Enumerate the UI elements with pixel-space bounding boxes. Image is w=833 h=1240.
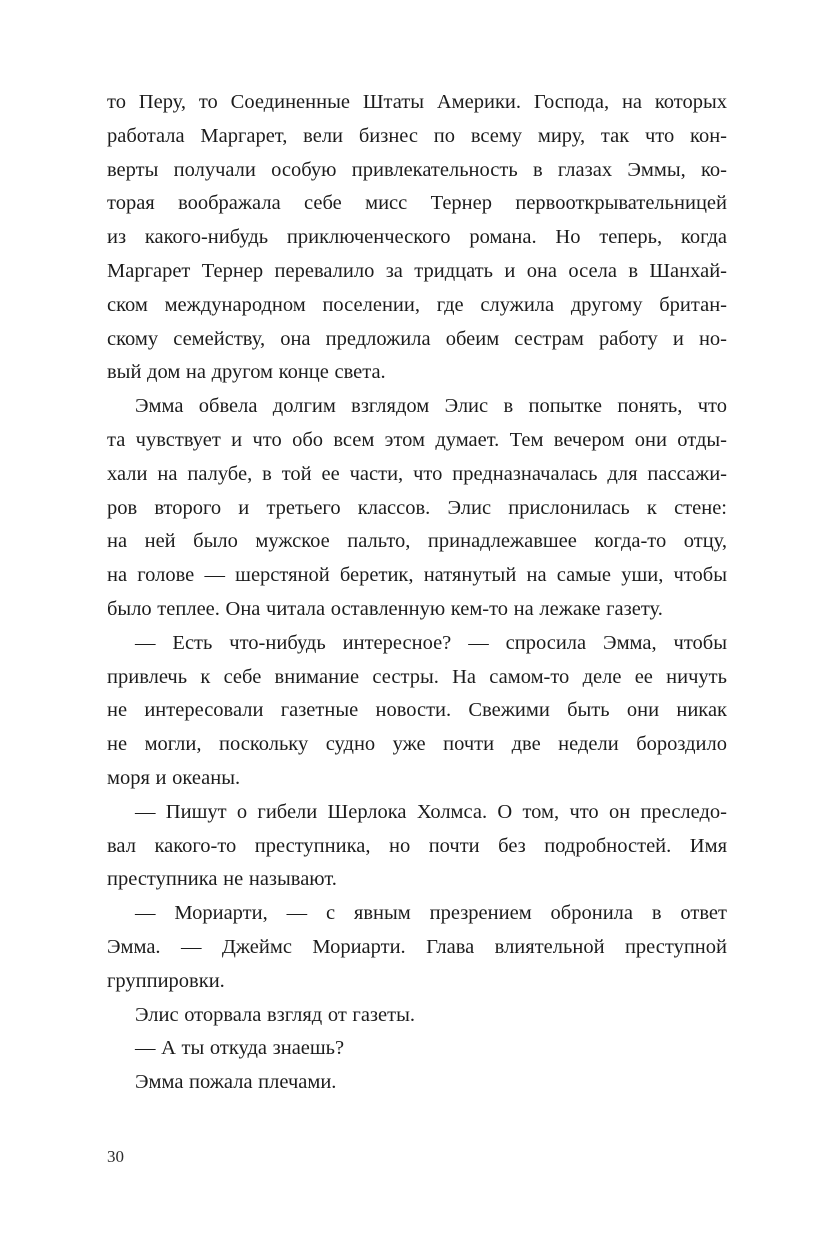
text-line: привлечь к себе внимание сестры. На самом-то деле ее ничуть — [107, 665, 727, 688]
paragraph — [107, 86, 727, 390]
text-line: было теплее. Она читала оставленную кем-то на лежаке газету. — [107, 597, 663, 620]
page-number: 30 — [107, 1147, 124, 1166]
paragraph — [107, 999, 727, 1033]
text-line: не интересовали газетные новости. Свежими быть они никак — [107, 699, 727, 722]
text-line: преступника не называют. — [107, 868, 337, 891]
text-line: ров второго и третьего классов. Элис прислонилась к стене: — [107, 496, 727, 519]
text-line: хали на палубе, в той ее части, что предназначалась для пассажи- — [107, 462, 727, 485]
text-line: Эмма обвела долгим взглядом Элис в попытке понять, что — [135, 395, 727, 418]
text-line: — Пишут о гибели Шерлока Холмса. О том, что он преследо- — [135, 800, 727, 823]
paragraph — [107, 1066, 727, 1100]
text-line: Эмма. — Джеймс Мориарти. Глава влиятельной преступной — [107, 935, 727, 958]
text-line: верты получали особую привлекательность в глазах Эммы, ко- — [107, 158, 727, 181]
text-line: Эмма пожала плечами. — [135, 1071, 337, 1094]
text-line: группировки. — [107, 969, 225, 992]
paragraph-dialogue — [107, 796, 727, 897]
text-line: — А ты откуда знаешь? — [135, 1037, 345, 1060]
text-line: на ней было мужское пальто, принадлежавшее когда-то отцу, — [107, 530, 727, 553]
text-line: Элис оторвала взгляд от газеты. — [135, 1003, 415, 1026]
text-line: торая воображала себе мисс Тернер первооткрывательницей — [107, 192, 727, 215]
text-line: вый дом на другом конце света. — [107, 361, 386, 384]
text-line: вал какого-то преступника, но почти без подробностей. Имя — [107, 834, 727, 857]
text-line: на голове — шерстяной беретик, натянутый на самые уши, чтобы — [107, 564, 727, 587]
text-line: та чувствует и что обо всем этом думает. Тем вечером они отды- — [107, 428, 727, 451]
text-line: Маргарет Тернер перевалило за тридцать и она осела в Шанхай- — [107, 259, 727, 282]
paragraph-dialogue — [107, 1032, 727, 1066]
text-line: не могли, поскольку судно уже почти две недели бороздило — [107, 733, 727, 756]
text-line: — Мориарти, — с явным презрением обронила в ответ — [135, 902, 727, 925]
paragraph-dialogue — [107, 627, 727, 796]
book-page-text — [107, 86, 727, 1100]
text-line: — Есть что-нибудь интересное? — спросила Эмма, чтобы — [135, 631, 727, 654]
text-line: моря и океаны. — [107, 766, 241, 789]
text-line: то Перу, то Соединенные Штаты Америки. Господа, на которых — [107, 91, 727, 113]
text-line: ском международном поселении, где служила другому британ- — [107, 293, 727, 316]
text-line: из какого-нибудь приключенческого романа. Но теперь, когда — [107, 226, 727, 249]
paragraph — [107, 390, 727, 627]
paragraph-dialogue — [107, 897, 727, 998]
text-line: работала Маргарет, вели бизнес по всему миру, так что кон- — [107, 124, 727, 147]
text-line: скому семейству, она предложила обеим сестрам работу и но- — [107, 327, 727, 350]
